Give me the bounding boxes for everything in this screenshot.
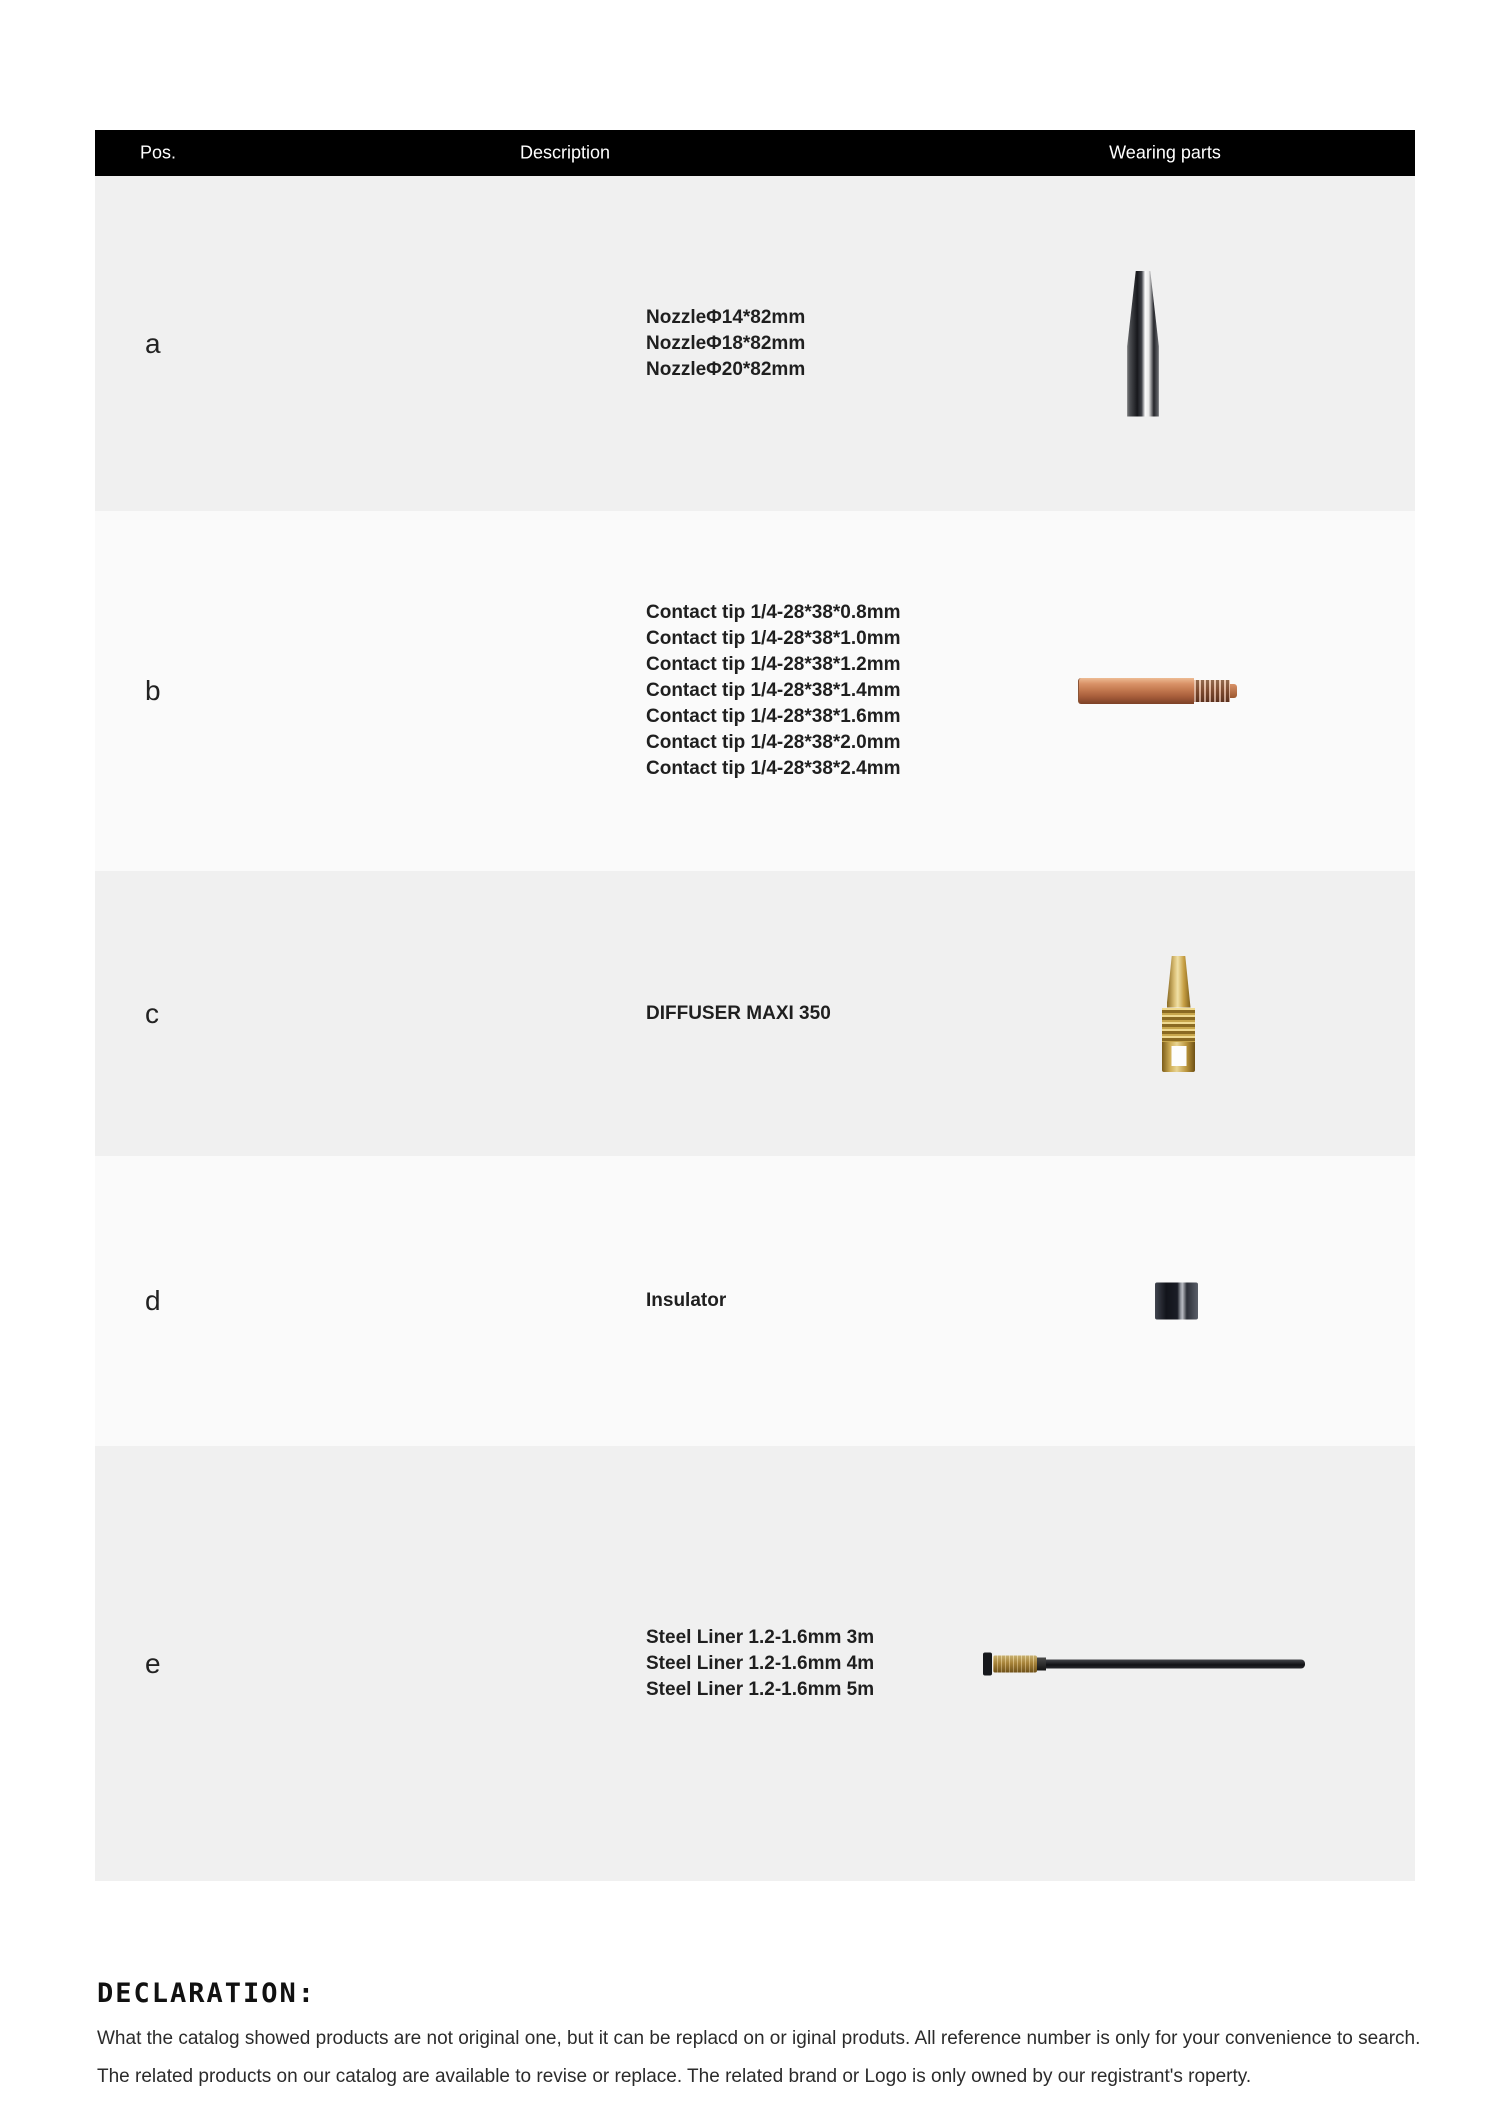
- pos-label-a: a: [145, 327, 161, 359]
- description-line: Insulator: [646, 1290, 727, 1311]
- wearing-parts-table: [95, 130, 1415, 1881]
- description-line: NozzleΦ20*82mm: [646, 358, 806, 380]
- contact-tip-thread: [1194, 680, 1230, 702]
- nozzle-image: [1125, 271, 1161, 417]
- description-line: Contact tip 1/4-28*38*1.0mm: [646, 628, 901, 649]
- description-line: NozzleΦ14*82mm: [646, 306, 806, 328]
- table-row-e: [95, 1446, 1415, 1881]
- contact-tip-body: [1078, 678, 1194, 704]
- contact-tip-image: [1078, 678, 1237, 704]
- diffuser-image: [1162, 956, 1195, 1072]
- diffuser-tip: [1167, 956, 1191, 1008]
- insulator-image: [1155, 1283, 1198, 1320]
- pos-label-e: e: [145, 1647, 161, 1679]
- pos-label-b: b: [145, 675, 161, 706]
- description-line: Steel Liner 1.2-1.6mm 5m: [646, 1678, 875, 1700]
- description-diffuser: [646, 1001, 831, 1027]
- description-contact-tip: [646, 600, 901, 782]
- header-description: Description: [519, 142, 611, 163]
- description-line: Contact tip 1/4-28*38*2.4mm: [646, 758, 901, 779]
- diffuser-thread: [1162, 1008, 1195, 1042]
- table-header: [95, 130, 1415, 176]
- table-row-a: [95, 176, 1415, 511]
- contact-tip-end: [1230, 684, 1237, 698]
- pos-label-c: c: [145, 997, 159, 1029]
- header-pos: Pos.: [140, 142, 177, 163]
- description-line: DIFFUSER MAXI 350: [646, 1002, 831, 1024]
- header-wearing-parts: Wearing parts: [1109, 142, 1221, 163]
- description-line: NozzleΦ18*82mm: [646, 332, 806, 354]
- description-steel-liner: [646, 1625, 874, 1703]
- declaration-text-line-2: The related products on our catalog are available to revise or replace. The related brand or Logo is only owned by our registrant's roperty.: [97, 2066, 1252, 2087]
- description-line: Steel Liner 1.2-1.6mm 4m: [646, 1652, 875, 1674]
- diffuser-base: [1162, 1042, 1195, 1072]
- description-insulator: [646, 1288, 726, 1314]
- description-line: Contact tip 1/4-28*38*1.2mm: [646, 654, 901, 675]
- table-row-c: [95, 871, 1415, 1156]
- description-nozzle: [646, 305, 805, 383]
- description-line: Contact tip 1/4-28*38*2.0mm: [646, 732, 901, 753]
- steel-liner-tube: [1046, 1659, 1305, 1668]
- diffuser-slot: [1171, 1046, 1186, 1066]
- description-line: Contact tip 1/4-28*38*1.4mm: [646, 680, 901, 701]
- steel-liner-image: [983, 1652, 1305, 1675]
- steel-liner-brass-fitting: [993, 1655, 1037, 1672]
- table-row-d: [95, 1156, 1415, 1446]
- description-line: Steel Liner 1.2-1.6mm 3m: [646, 1626, 875, 1648]
- declaration-heading: DECLARATION:: [97, 1978, 317, 2009]
- steel-liner-collar: [1037, 1657, 1046, 1670]
- description-line: Contact tip 1/4-28*38*1.6mm: [646, 706, 901, 727]
- description-line: Contact tip 1/4-28*38*0.8mm: [646, 602, 901, 623]
- pos-label-d: d: [145, 1285, 161, 1316]
- steel-liner-washer: [983, 1652, 992, 1675]
- table-row-b: [95, 511, 1415, 871]
- declaration-text-line-1: What the catalog showed products are not original one, but it can be replacd on or iginal produts. All reference number is only for your convenience to search.: [97, 2028, 1421, 2049]
